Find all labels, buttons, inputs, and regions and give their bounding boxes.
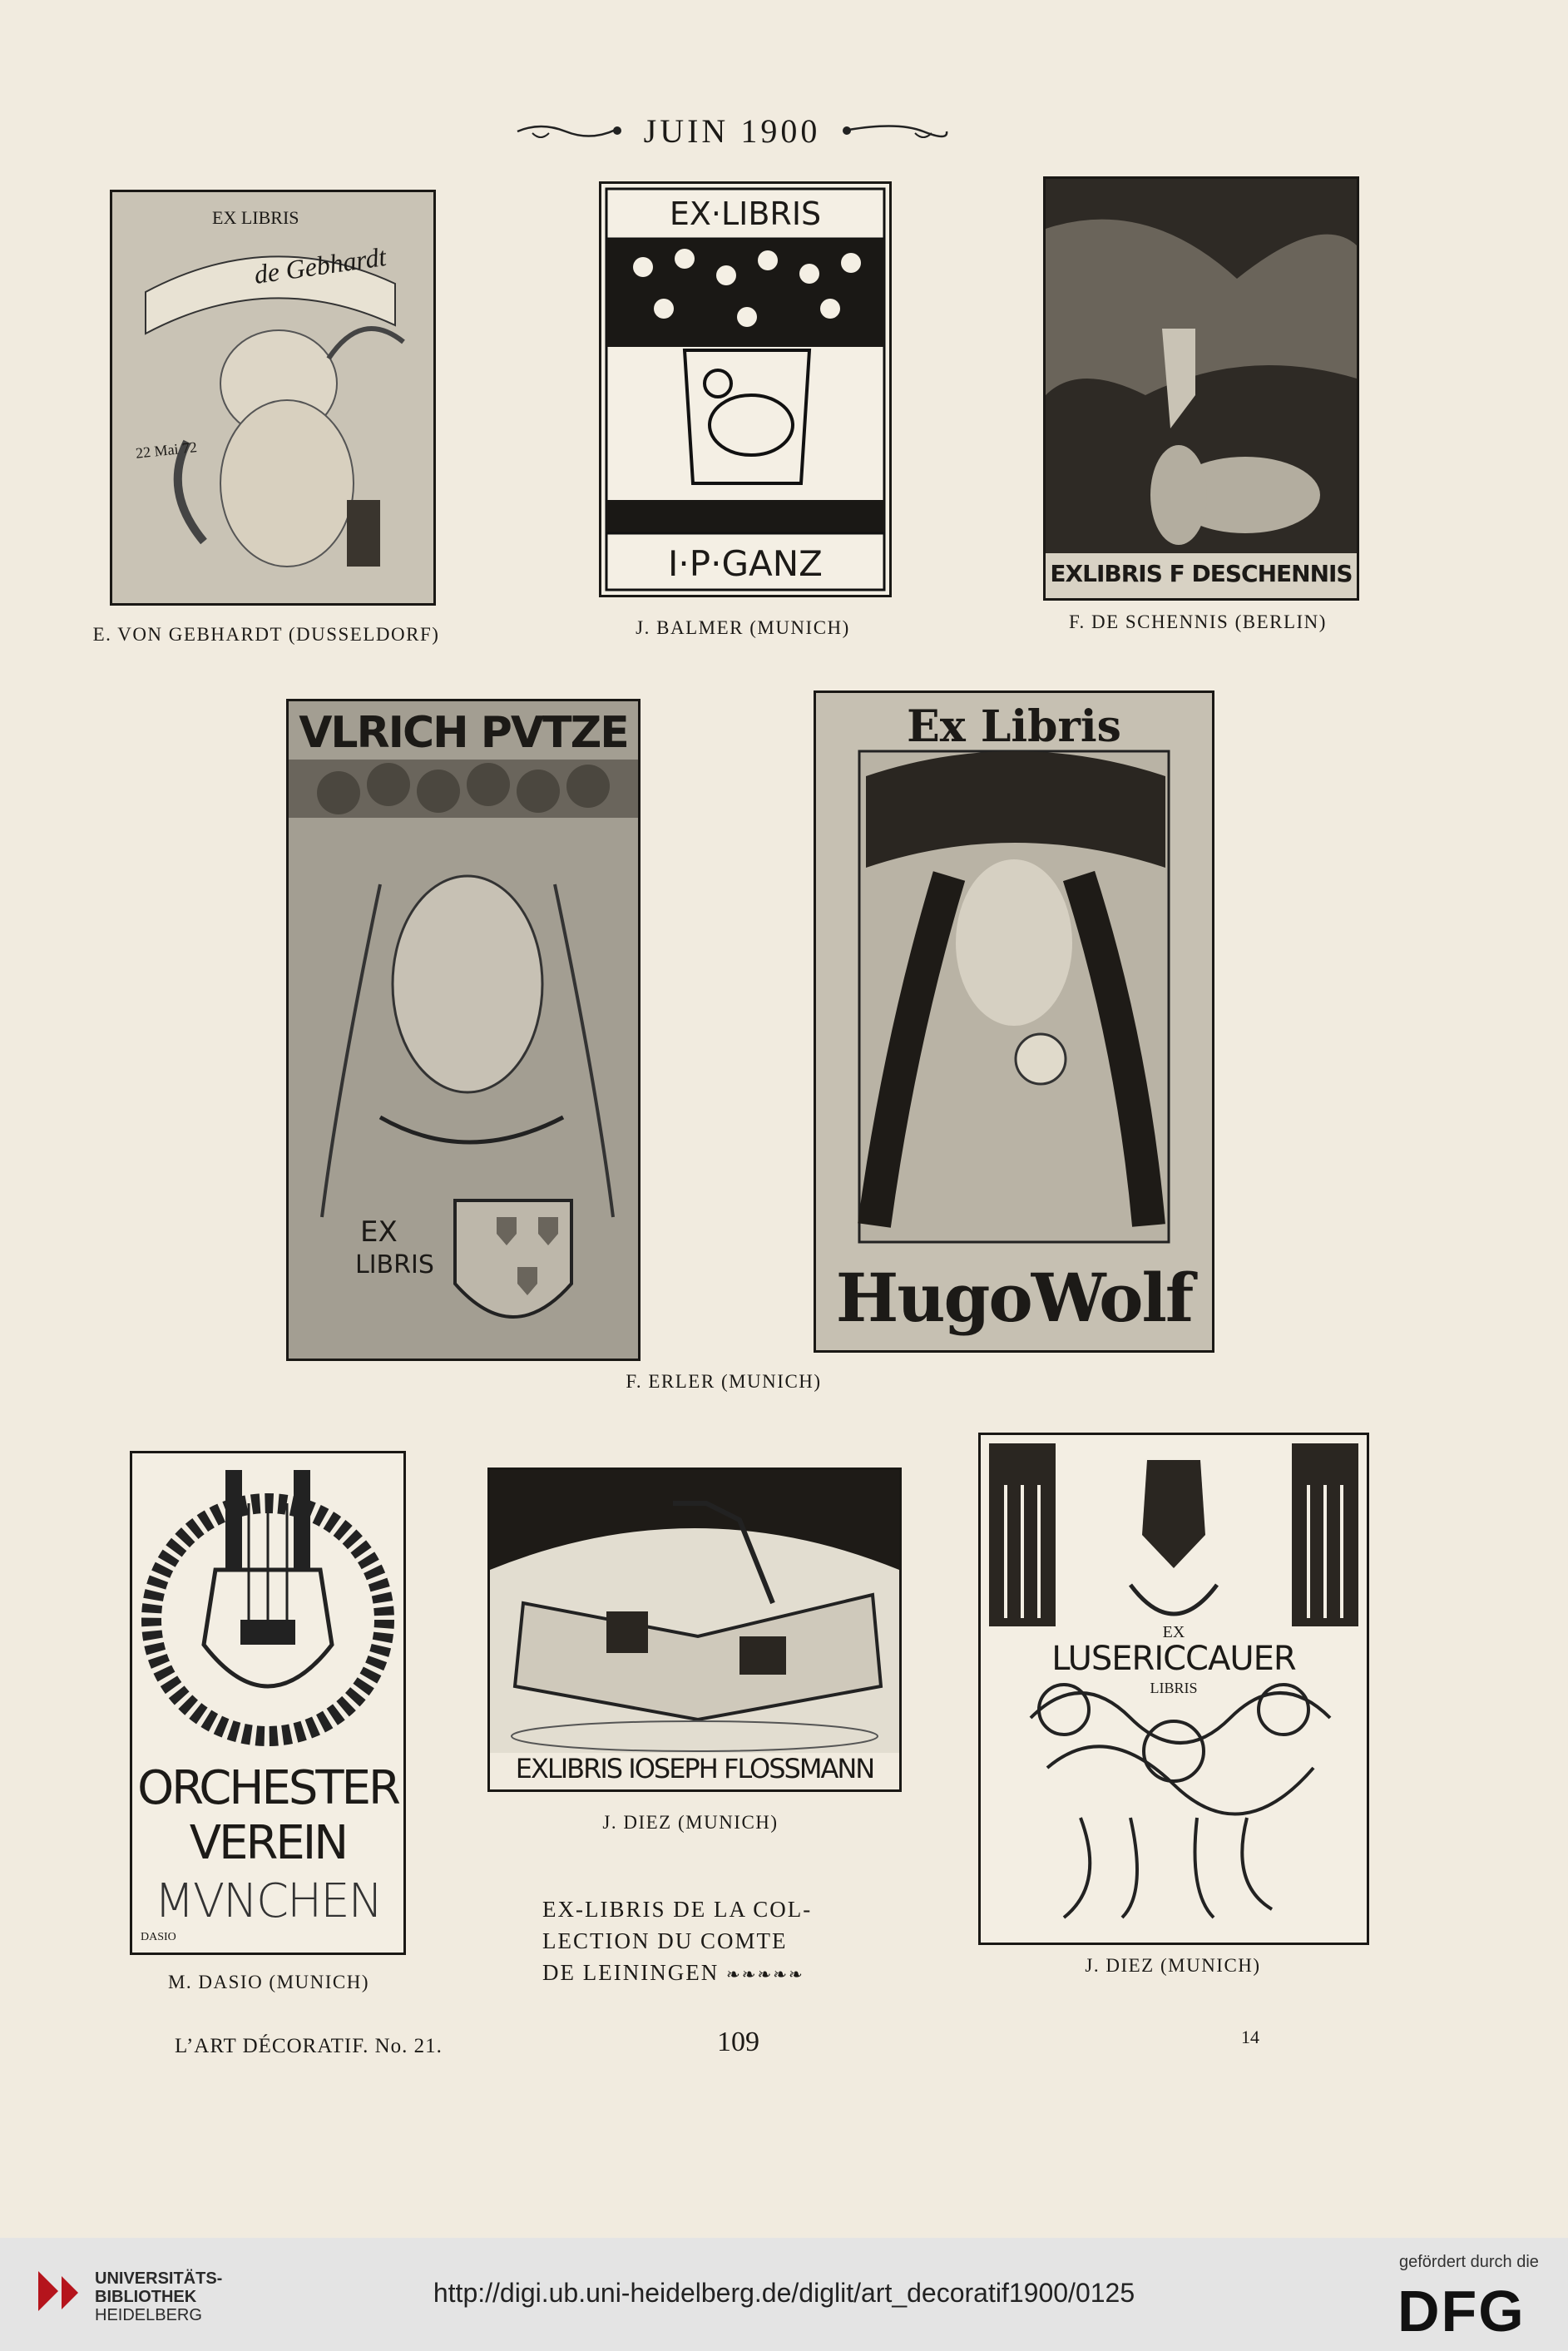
plate-text: EX LIBRIS bbox=[212, 207, 299, 228]
right-ornament-icon bbox=[840, 118, 948, 143]
plate-ex: EX bbox=[360, 1215, 398, 1249]
library-name: UNIVERSITÄTS- BIBLIOTHEK HEIDELBERG bbox=[95, 2269, 223, 2324]
caption-balmer: J. BALMER (MUNICH) bbox=[636, 617, 850, 638]
plate-date: 22 Mai 72 bbox=[135, 438, 198, 462]
flourish-icon: ❧❧❧❧❧ bbox=[725, 1966, 804, 1984]
plate-libris: LIBRIS bbox=[355, 1250, 434, 1279]
bookplate-lusericcauer bbox=[978, 1433, 1369, 1945]
plate-bottom-text: HugoWolf bbox=[835, 1259, 1193, 1337]
woman-with-wreath-illustration bbox=[816, 693, 1212, 1350]
plate-line-3: MVNCHEN bbox=[154, 1874, 382, 1928]
plate-libris: LIBRIS bbox=[1150, 1680, 1198, 1696]
plate-top-text: Ex Libris bbox=[907, 701, 1121, 752]
collection-note bbox=[542, 1893, 858, 1991]
note-line-1: EX-LIBRIS DE LA COL- bbox=[542, 1897, 813, 1922]
bookplate-dasio bbox=[130, 1451, 406, 1955]
caption-dasio: M. DASIO (MUNICH) bbox=[167, 1972, 370, 1992]
plate-bottom-text: EXLIBRIS F DESCHENNIS bbox=[1050, 560, 1353, 587]
caption-diez-2: J. DIEZ (MUNICH) bbox=[1085, 1955, 1261, 1976]
plate-top-text: EX·LIBRIS bbox=[669, 196, 822, 232]
goose-illustration bbox=[601, 184, 889, 595]
caption-schennis: F. DE SCHENNIS (BERLIN) bbox=[1069, 611, 1327, 632]
caption-diez-1: J. DIEZ (MUNICH) bbox=[602, 1812, 779, 1833]
page-title: JUIN 1900 bbox=[643, 112, 821, 150]
plate-line-1: ORCHESTER bbox=[137, 1761, 398, 1815]
bookplate-putze bbox=[286, 699, 641, 1361]
plate-ex: EX bbox=[1162, 1623, 1185, 1641]
bookplate-flossmann bbox=[487, 1468, 902, 1792]
note-line-3: DE LEININGEN ❧❧❧❧❧ bbox=[542, 1960, 804, 1985]
signature-mark: 14 bbox=[1241, 2027, 1259, 2047]
page-header bbox=[516, 106, 948, 156]
digitization-bar bbox=[0, 2238, 1568, 2351]
note-line-2: LECTION DU COMTE bbox=[542, 1928, 788, 1953]
caption-erler: F. ERLER (MUNICH) bbox=[626, 1371, 822, 1392]
journal-footer: L’ART DÉCORATIF. No. 21. bbox=[175, 2035, 443, 2057]
plate-name: LUSERICCAUER bbox=[1051, 1640, 1296, 1678]
plate-top-text: VLRICH PVTZE bbox=[299, 708, 628, 758]
plate-signature: DASIO bbox=[141, 1931, 176, 1943]
caption-gebhardt: E. VON GEBHARDT (DUSSELDORF) bbox=[92, 624, 440, 645]
bookplate-balmer bbox=[599, 181, 892, 597]
funding-label: gefördert durch die bbox=[1399, 2253, 1539, 2271]
book-figure-illustration bbox=[490, 1470, 899, 1789]
dfg-logo: DFG bbox=[1397, 2279, 1526, 2344]
bookplate-gebhardt bbox=[110, 190, 436, 606]
plate-name: de Gebhardt bbox=[252, 241, 388, 290]
left-ornament-icon bbox=[516, 118, 624, 143]
bookplate-wolf bbox=[814, 690, 1214, 1353]
page-number: 109 bbox=[717, 2027, 759, 2057]
bookplate-schennis bbox=[1043, 176, 1359, 601]
plate-bottom-text: I·P·GANZ bbox=[668, 543, 823, 584]
plate-bottom-text: EXLIBRIS IOSEPH FLOSSMANN bbox=[515, 1753, 874, 1784]
woman-with-roses-illustration bbox=[289, 701, 638, 1359]
source-url-link[interactable]: http://digi.ub.uni-heidelberg.de/diglit/art_decoratif1900/0125 bbox=[433, 2278, 1135, 2308]
sphinx-illustration bbox=[1046, 179, 1357, 598]
plate-line-2: VEREIN bbox=[189, 1816, 347, 1870]
